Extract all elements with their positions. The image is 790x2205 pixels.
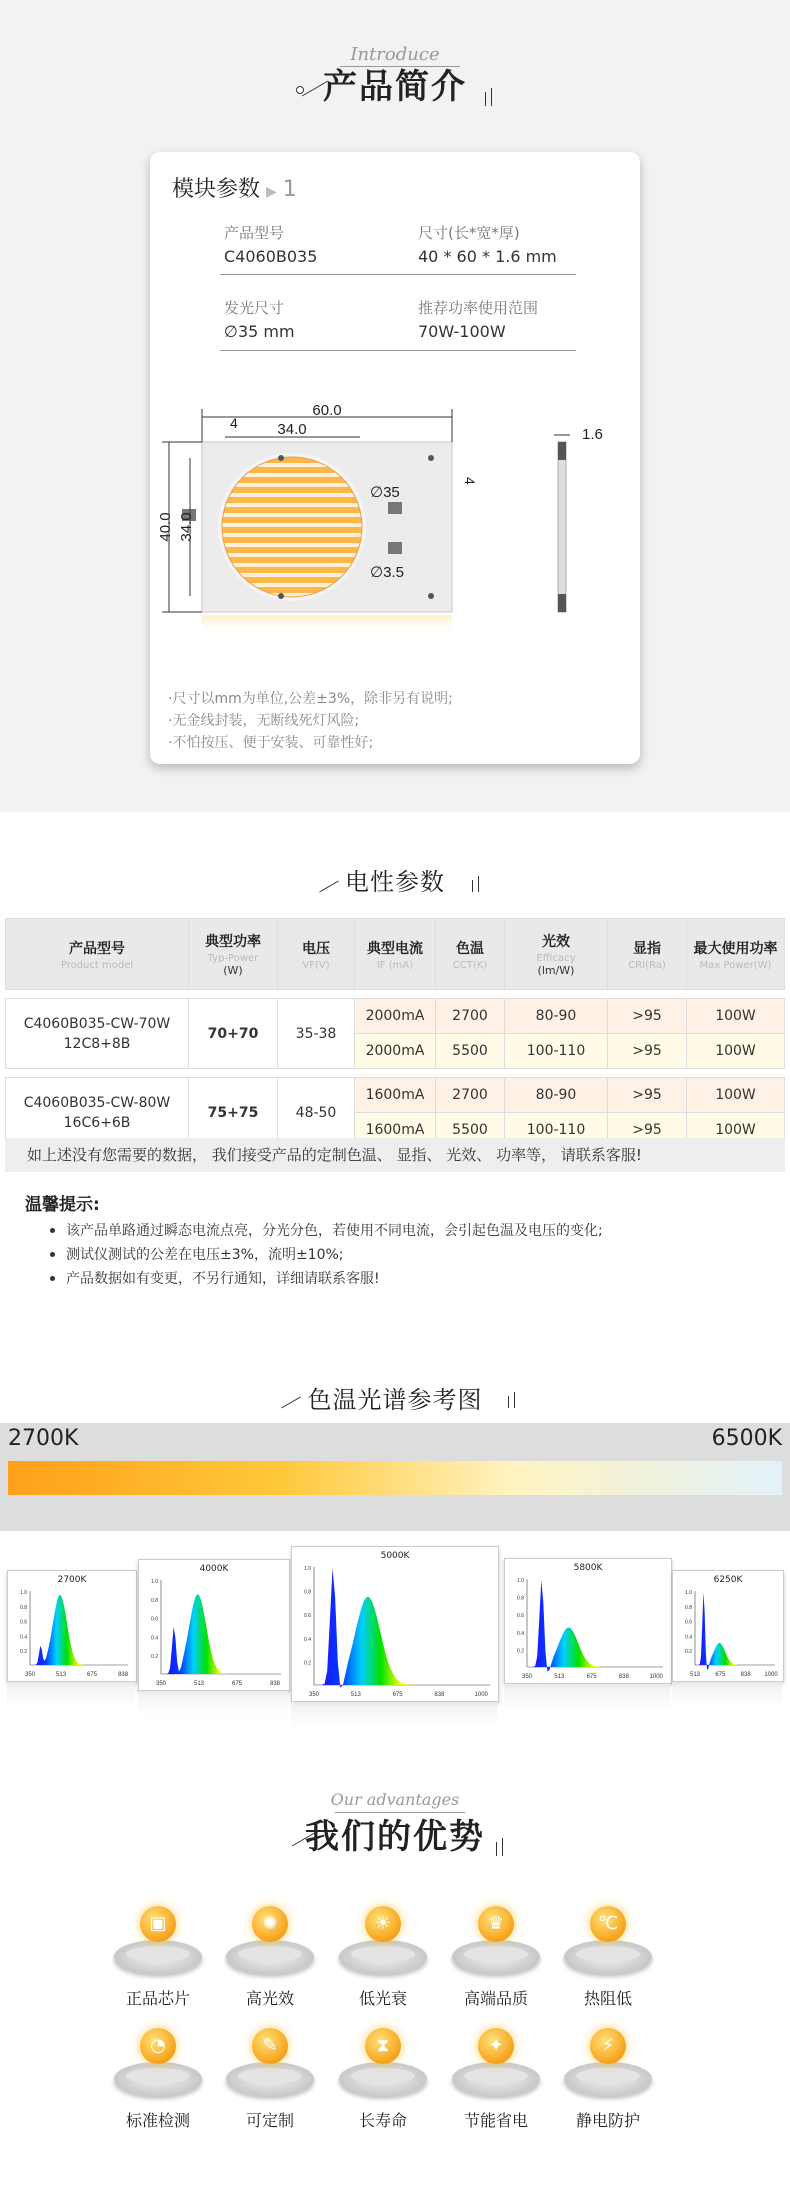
cell-cct: 2700: [436, 1078, 505, 1113]
mount-hole: [278, 593, 284, 599]
advantage-item: [333, 1906, 433, 2009]
advantage-label: 标准检测: [125, 2111, 190, 2130]
spectrum-card: [672, 1570, 784, 1682]
table-header-row: [6, 919, 785, 990]
cct-gradient-bar: [8, 1461, 782, 1495]
advantage-label: 长寿命: [358, 2111, 407, 2130]
cell-cri: >95: [608, 1034, 687, 1069]
y-tick-label: 0.4: [151, 1635, 158, 1642]
thermometer-icon: ℃: [590, 1906, 626, 1942]
y-tick-label: 1.0: [151, 1579, 158, 1585]
custom-note: 如上述没有您需要的数据， 我们接受产品的定制色温、 显指、 光效、 功率等， 请联系客服!: [5, 1138, 785, 1172]
cell-cct: 2700: [436, 999, 505, 1034]
y-tick-label: 1.0: [517, 1578, 524, 1584]
cell-voltage: 35-38: [278, 999, 355, 1069]
advantage-label: 正品芯片: [125, 1989, 190, 2008]
pencil-ruler-icon: ✎: [252, 2028, 288, 2064]
spec-label: 尺寸(长*宽*厚): [418, 224, 520, 242]
advantage-item: [108, 1906, 208, 2009]
note-line: ·尺寸以mm为单位,公差±3%，除非另有说明;: [168, 691, 453, 707]
title-decoration: [502, 1838, 503, 1856]
y-tick-label: 1.0: [20, 1590, 27, 1596]
y-tick-label: 0.4: [20, 1634, 27, 1641]
bullet: [50, 1276, 55, 1281]
y-tick-label: 0.8: [151, 1597, 158, 1604]
x-tick-label: 838: [434, 1692, 445, 1698]
advantage-label: 高光效: [245, 1989, 294, 2008]
play-arrow-icon: ▶: [266, 184, 277, 200]
bullet: [50, 1228, 55, 1233]
y-tick-label: 0.2: [685, 1649, 692, 1656]
x-tick-label: 350: [155, 1681, 167, 1687]
dim-height-40: 40.0: [157, 512, 174, 542]
dim-hole-3-5: ∅3.5: [370, 564, 404, 581]
bulb-icon: ☀: [365, 1906, 401, 1942]
title-decoration: [491, 88, 492, 106]
advantage-pedestal: [452, 2028, 540, 2098]
cell-current: 1600mA: [355, 1113, 436, 1148]
x-tick-label: 513: [56, 1672, 67, 1678]
spectrum-curve: [314, 1568, 472, 1688]
spectrum-label: 5800K: [573, 1563, 603, 1573]
spec-label: 产品型号: [224, 224, 285, 242]
cell-current: 2000mA: [355, 999, 436, 1034]
title-decoration: [485, 92, 486, 106]
spectrum-plot: [8, 1571, 136, 1681]
y-tick-label: 0.8: [685, 1604, 692, 1611]
title-decoration: [496, 1842, 497, 1856]
col-header: 电压 VF(V): [278, 919, 355, 990]
x-tick-label: 350: [521, 1674, 533, 1680]
y-tick-label: 0.2: [151, 1654, 158, 1661]
x-tick-label: 513: [193, 1681, 205, 1687]
spectrum-reflection: [138, 1691, 288, 1717]
spectrum-reflection: [7, 1682, 135, 1708]
mount-hole: [428, 455, 434, 461]
advantage-pedestal: [564, 2028, 652, 2098]
dim-height-34: 34.0: [178, 512, 195, 542]
cell-cri: >95: [608, 1078, 687, 1113]
dim-edge-4: 4: [462, 477, 478, 485]
advantage-label: 热阻低: [583, 1989, 632, 2008]
module-params-card: [150, 152, 640, 764]
y-tick-label: 1.0: [685, 1590, 692, 1596]
module-dimension-drawing: [150, 397, 640, 637]
x-tick-label: 1000: [649, 1674, 663, 1680]
x-tick-label: 1000: [474, 1692, 488, 1698]
advantage-label: 高端品质: [463, 1989, 528, 2008]
advantage-pedestal: [226, 2028, 314, 2098]
divider: [220, 274, 576, 275]
spec-value: C4060B035: [224, 247, 318, 266]
x-tick-label: 675: [392, 1692, 403, 1698]
col-header: 产品型号 Product model: [6, 919, 189, 990]
cct-right-label: 6500K: [711, 1426, 782, 1451]
cct-title: [0, 1380, 790, 1415]
y-tick-label: 0.6: [517, 1613, 524, 1620]
cell-efficacy: 100-110: [505, 1113, 608, 1148]
spec-label: 推荐功率使用范围: [418, 299, 539, 317]
advantage-label: 节能省电: [463, 2111, 528, 2130]
cell-max-power: 100W: [687, 1034, 785, 1069]
title-decoration: [478, 876, 479, 892]
y-tick-label: 0.2: [304, 1660, 311, 1667]
cell-efficacy: 100-110: [505, 1034, 608, 1069]
spectrum-curve: [527, 1580, 649, 1671]
advantage-pedestal: [564, 1906, 652, 1976]
advantage-item: [220, 2028, 320, 2131]
divider: [220, 350, 576, 351]
note-line: ·无金线封装，无断线死灯风险;: [168, 713, 360, 729]
y-tick-label: 0.4: [517, 1630, 524, 1637]
advantage-item: [220, 1906, 320, 2009]
x-tick-label: 513: [350, 1692, 361, 1698]
cell-cri: >95: [608, 999, 687, 1034]
solder-pad: [388, 502, 402, 514]
title-decoration: [508, 1396, 509, 1408]
x-tick-label: 838: [618, 1674, 629, 1680]
y-tick-label: 0.8: [304, 1589, 311, 1596]
cct-left-label: 2700K: [8, 1426, 79, 1451]
shield-bolt-icon: ⚡: [590, 2028, 626, 2064]
solder-pad: [388, 542, 402, 554]
title-underline: [335, 1812, 465, 1813]
advantage-pedestal: [452, 1906, 540, 1976]
x-tick-label: 838: [118, 1672, 129, 1678]
electrical-title: [0, 862, 790, 897]
chip-icon: ▣: [140, 1906, 176, 1942]
advantage-pedestal: [339, 1906, 427, 1976]
advantage-pedestal: [114, 1906, 202, 1976]
col-header: 光效 Efficacy (lm/W): [505, 919, 608, 990]
x-tick-label: 675: [87, 1672, 98, 1678]
y-tick-label: 0.6: [151, 1616, 158, 1623]
spectrum-plot: [139, 1560, 289, 1690]
advantage-item: [333, 2028, 433, 2131]
cell-max-power: 100W: [687, 1113, 785, 1148]
quality-badge-icon: ♛: [478, 1906, 514, 1942]
cell-cri: >95: [608, 1113, 687, 1148]
cell-cct: 5500: [436, 1034, 505, 1069]
cct-title-text: 色温光谱参考图: [307, 1386, 483, 1414]
advantages-title-cn: 我们的优势: [305, 1817, 485, 1857]
col-header: 典型电流 IF (mA): [355, 919, 436, 990]
x-tick-label: 513: [689, 1672, 701, 1678]
y-tick-label: 0.8: [20, 1604, 27, 1611]
title-underline: [340, 66, 460, 67]
cell-max-power: 100W: [687, 999, 785, 1034]
col-header: 典型功率 Typ-Power (W): [189, 919, 278, 990]
cell-max-power: 100W: [687, 1078, 785, 1113]
spectrum-label: 4000K: [199, 1564, 229, 1574]
spectrum-curve: [30, 1595, 118, 1665]
tips-title: 温馨提示:: [25, 1195, 100, 1215]
hourglass-icon: ⧗: [365, 2028, 401, 2064]
advantage-item: [558, 1906, 658, 2009]
advantage-label: 可定制: [245, 2111, 294, 2130]
advantages-title: [0, 1790, 790, 1858]
x-tick-label: 838: [740, 1672, 751, 1678]
y-tick-label: 0.2: [517, 1648, 524, 1655]
advantage-item: [108, 2028, 208, 2131]
col-header: 色温 CCT(K): [436, 919, 505, 990]
intro-title-en: Introduce: [350, 44, 440, 65]
table-row: [6, 999, 785, 1034]
spectrum-reflection: [291, 1702, 497, 1728]
spectrum-card: [504, 1558, 672, 1684]
spectrum-card: [7, 1570, 137, 1682]
dim-edge-4: 4: [230, 415, 238, 431]
spectrum-card: [291, 1546, 499, 1702]
advantage-label: 静电防护: [575, 2111, 640, 2130]
cell-efficacy: 80-90: [505, 1078, 608, 1113]
light-emitting-surface: [222, 457, 362, 597]
advantage-label: 低光衰: [358, 1989, 407, 2008]
spectrum-curve: [695, 1592, 767, 1669]
tip-line: 该产品单路通过瞬态电流点亮，分光分色，若使用不同电流，会引起色温及电压的变化;: [66, 1223, 603, 1239]
x-tick-label: 838: [269, 1681, 281, 1687]
x-tick-label: 350: [24, 1672, 36, 1678]
cell-power: 75+75: [189, 1078, 278, 1148]
spectrum-label: 2700K: [57, 1575, 87, 1585]
measure-icon: ◔: [140, 2028, 176, 2064]
y-tick-label: 0.6: [304, 1613, 311, 1620]
spectrum-plot: [505, 1559, 671, 1683]
title-decoration: [514, 1392, 515, 1408]
y-tick-label: 0.4: [304, 1636, 311, 1643]
dim-width-60: 60.0: [312, 402, 342, 419]
note-line: ·不怕按压、便于安装、可靠性好;: [168, 735, 374, 751]
tip-line: 产品数据如有变更，不另行通知，详细请联系客服!: [66, 1271, 380, 1287]
advantage-pedestal: [339, 2028, 427, 2098]
mount-hole: [278, 455, 284, 461]
x-tick-label: 675: [586, 1674, 597, 1680]
spectrum-reflection: [504, 1684, 670, 1710]
x-tick-label: 675: [231, 1681, 243, 1687]
intro-title: [0, 44, 790, 108]
spectrum-card: [138, 1559, 290, 1691]
advantage-pedestal: [114, 2028, 202, 2098]
spectrum-reflection: [672, 1682, 782, 1708]
cell-model: C4060B035-CW-80W 16C6+6B: [6, 1078, 189, 1148]
x-tick-label: 513: [554, 1674, 565, 1680]
tip-line: 测试仪测试的公差在电压±3%，流明±10%;: [66, 1247, 344, 1263]
lightbulb-icon: ✦: [478, 2028, 514, 2064]
cell-cct: 5500: [436, 1113, 505, 1148]
advantage-item: [446, 2028, 546, 2131]
title-decoration: [472, 880, 473, 892]
y-tick-label: 0.2: [20, 1649, 27, 1656]
y-tick-label: 1.0: [304, 1566, 311, 1572]
advantage-item: [446, 1906, 546, 2009]
card-index: 1: [282, 177, 297, 202]
spectrum-label: 6250K: [713, 1575, 743, 1585]
spectrum-curve: [161, 1594, 269, 1674]
spectrum-plot: [673, 1571, 783, 1681]
cell-model: C4060B035-CW-70W 12C8+8B: [6, 999, 189, 1069]
card-title: [172, 172, 297, 203]
x-tick-label: 350: [308, 1692, 320, 1698]
col-header: 最大使用功率 Max Power(W): [687, 919, 785, 990]
cell-power: 70+70: [189, 999, 278, 1069]
spectrum-label: 5000K: [380, 1551, 410, 1561]
cell-voltage: 48-50: [278, 1078, 355, 1148]
x-tick-label: 1000: [764, 1672, 778, 1678]
mount-hole: [428, 593, 434, 599]
y-tick-label: 0.6: [20, 1619, 27, 1626]
bullet: [50, 1252, 55, 1257]
spec-value: ∅35 mm: [224, 322, 295, 341]
table-row: [6, 1078, 785, 1113]
dim-diameter-35: ∅35: [370, 484, 400, 501]
spec-value: 70W-100W: [418, 322, 506, 341]
card-title-text: 模块参数: [172, 177, 261, 202]
cell-efficacy: 80-90: [505, 999, 608, 1034]
advantage-pedestal: [226, 1906, 314, 1976]
led-icon: ✺: [252, 1906, 288, 1942]
y-tick-label: 0.6: [685, 1619, 692, 1626]
electrical-title-text: 电性参数: [345, 868, 445, 896]
title-decoration-dot: [296, 86, 304, 94]
advantages-title-en: Our advantages: [330, 1790, 460, 1809]
dim-width-34: 34.0: [277, 421, 307, 438]
spectrum-plot: [292, 1547, 498, 1701]
x-tick-label: 675: [715, 1672, 726, 1678]
col-header: 显指 CRI(Ra): [608, 919, 687, 990]
spec-value: 40 * 60 * 1.6 mm: [418, 247, 557, 266]
cell-current: 2000mA: [355, 1034, 436, 1069]
y-tick-label: 0.4: [685, 1634, 692, 1641]
advantage-item: [558, 2028, 658, 2131]
dim-thickness: 1.6: [582, 426, 603, 443]
electrical-params-table: [5, 918, 785, 1148]
y-tick-label: 0.8: [517, 1595, 524, 1602]
spec-label: 发光尺寸: [224, 299, 285, 317]
cell-current: 1600mA: [355, 1078, 436, 1113]
intro-title-cn: 产品简介: [323, 67, 467, 107]
